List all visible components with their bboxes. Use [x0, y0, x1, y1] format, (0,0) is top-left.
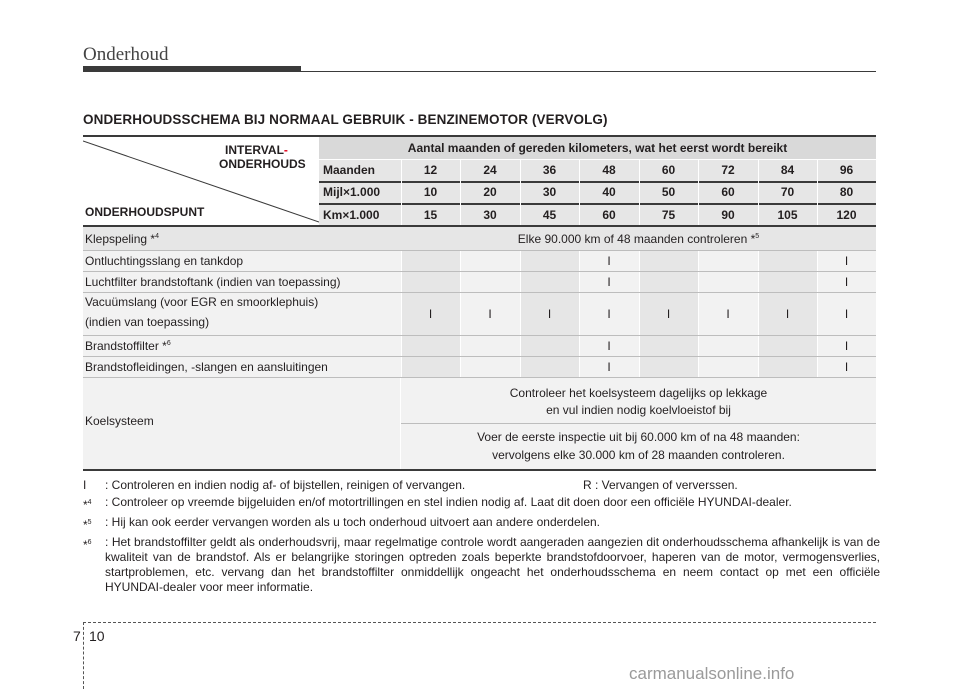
mark-cell: [639, 272, 698, 292]
mark-cell: [520, 251, 579, 271]
column-separator: [401, 159, 402, 225]
section-heading: ONDERHOUDSSCHEMA BIJ NORMAAL GEBRUIK - BENZINEMOTOR (VERVOLG): [83, 112, 608, 127]
notes: [83, 478, 880, 595]
mark-cell: [639, 251, 698, 271]
miles-value: 60: [721, 185, 735, 199]
mark-cell: [401, 251, 460, 271]
mark-value: I: [488, 307, 492, 321]
months-label: Maanden: [323, 163, 376, 177]
km-value: 120: [836, 208, 857, 222]
interval-heading: Aantal maanden of gereden kilometers, wat het eerst wordt bereikt: [407, 141, 788, 155]
brandstoffilter-label: Brandstoffilter *$^6$: [85, 339, 171, 353]
month-value: 36: [542, 163, 557, 177]
month-value: 96: [839, 163, 854, 177]
miles-value: 80: [839, 185, 854, 199]
month-value: 12: [423, 163, 438, 177]
legend-i-mark: I: [83, 478, 87, 492]
row-divider: [319, 203, 876, 205]
row-divider: [319, 181, 876, 183]
note-5-mark: *$^5$: [83, 518, 92, 532]
mark-cell: [758, 272, 817, 292]
column-separator: [758, 159, 759, 225]
mark-value: I: [785, 307, 790, 321]
month-value: 60: [661, 163, 676, 177]
note-4: [83, 495, 880, 513]
note-6-text: : Het brandstoffilter geldt als onderhoudsvrij, maar regelmatige controle wordt aangeraden aangezien dit onderhoudsschema afhankelijk is van de kwaliteit van de brandstof. Als er belangrijke storingen optreden zoals beperkte brandstofdoorvoer, haperen van de motor, vermogensverlies, startproblemen, etc. vervang dan het brandstoffilter onmiddellijk ongeacht het onderhoudsschema en neem contact op met een officiële HYUNDAI-dealer voor meer informatie.: [105, 535, 880, 594]
koelsysteem-label: Koelsysteem: [85, 414, 154, 428]
miles-value: 20: [483, 185, 497, 199]
note-5: [83, 515, 880, 533]
mark-cell: [698, 336, 758, 356]
mark-value: I: [726, 307, 730, 321]
miles-value: 30: [542, 185, 557, 199]
koelsysteem-daily-line2: en vul indien nodig koelvloeistof bij: [546, 403, 731, 417]
klepspeling-interval-text: Elke 90.000 km of 48 maanden controleren *$^5$: [517, 232, 760, 246]
mark-value: I: [666, 307, 671, 321]
mark-cell: [520, 357, 579, 377]
month-value: 24: [483, 163, 497, 177]
month-value: 72: [721, 163, 735, 177]
column-separator: [639, 159, 640, 225]
footer-rule: [83, 622, 876, 623]
legend-row: [83, 478, 880, 493]
note-5-text: : Hij kan ook eerder vervangen worden als u toch onderhoud uitvoert aan andere onderdelen.: [105, 515, 600, 529]
koelsysteem-inspect-line1: Voer de eerste inspectie uit bij 60.000 km of na 48 maanden:: [477, 430, 800, 444]
mark-cell: [698, 357, 758, 377]
column-separator: [817, 159, 818, 225]
mark-cell: [639, 357, 698, 377]
legend-i-text: : Controleren en indien nodig af- of bijstellen, reinigen of vervangen.: [105, 478, 466, 492]
mark-value: I: [547, 307, 552, 321]
km-value: 90: [721, 208, 735, 222]
note-6: [83, 535, 880, 595]
page-number: 10: [89, 628, 105, 644]
header-bar: [83, 66, 301, 72]
miles-value: 70: [780, 185, 795, 199]
mark-cell: [758, 357, 817, 377]
miles-value: 50: [661, 185, 676, 199]
note-4-text: : Controleer op vreemde bijgeluiden en/of motortrillingen en stel indien nodig af. Laat dit doen door een officiële HYUNDAI-dealer.: [105, 495, 792, 509]
watermark: carmanualsonline.info: [629, 664, 795, 683]
mark-value: I: [607, 275, 611, 289]
mark-cell: [401, 357, 460, 377]
km-label: Km×1.000: [323, 208, 380, 222]
row-divider: [319, 159, 876, 160]
mark-value: I: [844, 307, 849, 321]
mark-value: I: [844, 360, 849, 374]
header-rule: [301, 71, 876, 72]
km-value: 60: [602, 208, 616, 222]
corner-onderhouds-label: ONDERHOUDS: [219, 157, 306, 171]
miles-value: 40: [602, 185, 616, 199]
mark-value: I: [607, 307, 611, 321]
koelsysteem-inspect-line2: vervolgens elke 30.000 km of 28 maanden controleren.: [492, 448, 785, 462]
mark-cell: [401, 272, 460, 292]
corner-interval-label: INTERVAL-: [225, 143, 288, 157]
footer-vertical-rule: [83, 622, 85, 689]
corner-point-label: ONDERHOUDSPUNT: [85, 205, 205, 219]
km-value: 105: [777, 208, 798, 222]
note-6-mark: *$^6$: [83, 538, 92, 552]
miles-value: 10: [423, 185, 438, 199]
column-separator: [579, 159, 580, 225]
mark-value: I: [844, 275, 849, 289]
month-value: 48: [602, 163, 616, 177]
maintenance-schedule-table: [83, 135, 876, 471]
mark-cell: [520, 336, 579, 356]
page-chapter: 7: [73, 628, 81, 644]
mark-value: I: [607, 339, 611, 353]
vacuum-label-line2: (indien van toepassing): [85, 315, 210, 329]
mark-value: I: [844, 254, 849, 268]
luchtfilter-label: Luchtfilter brandstoftank (indien van toepassing): [85, 275, 341, 289]
mark-cell: [460, 272, 520, 292]
leidingen-label: Brandstofleidingen, -slangen en aansluitingen: [85, 360, 328, 374]
legend-r-text: R : Vervangen of ververssen.: [583, 478, 738, 492]
mark-cell: [401, 336, 460, 356]
mark-value: I: [607, 360, 611, 374]
mark-value: I: [607, 254, 611, 268]
ontluchting-label: Ontluchtingsslang en tankdop: [85, 254, 244, 268]
km-value: 15: [423, 208, 438, 222]
mark-cell: [698, 251, 758, 271]
mark-cell: [520, 272, 579, 292]
mark-cell: [758, 336, 817, 356]
mark-cell: [460, 336, 520, 356]
column-separator: [698, 159, 699, 225]
mark-value: I: [844, 339, 849, 353]
mark-cell: [758, 251, 817, 271]
mark-cell: [639, 336, 698, 356]
mark-cell: [698, 272, 758, 292]
table-bottom-rule: [83, 469, 876, 471]
miles-label: Mijl×1.000: [323, 185, 381, 199]
column-separator: [460, 159, 461, 225]
km-value: 45: [542, 208, 557, 222]
vacuum-label-line1: Vacuümslang (voor EGR en smoorklephuis): [85, 295, 319, 309]
mark-cell: [460, 251, 520, 271]
klepspeling-label: Klepspeling *$^4$: [85, 232, 159, 246]
row-divider: [401, 423, 876, 424]
header-title: Onderhoud: [83, 44, 169, 65]
mark-cell: [460, 357, 520, 377]
km-value: 75: [661, 208, 676, 222]
km-value: 30: [483, 208, 497, 222]
column-separator: [520, 159, 521, 225]
month-value: 84: [780, 163, 795, 177]
note-4-mark: *$^4$: [83, 498, 92, 512]
koelsysteem-daily-line1: Controleer het koelsysteem dagelijks op lekkage: [509, 386, 768, 400]
mark-value: I: [428, 307, 433, 321]
